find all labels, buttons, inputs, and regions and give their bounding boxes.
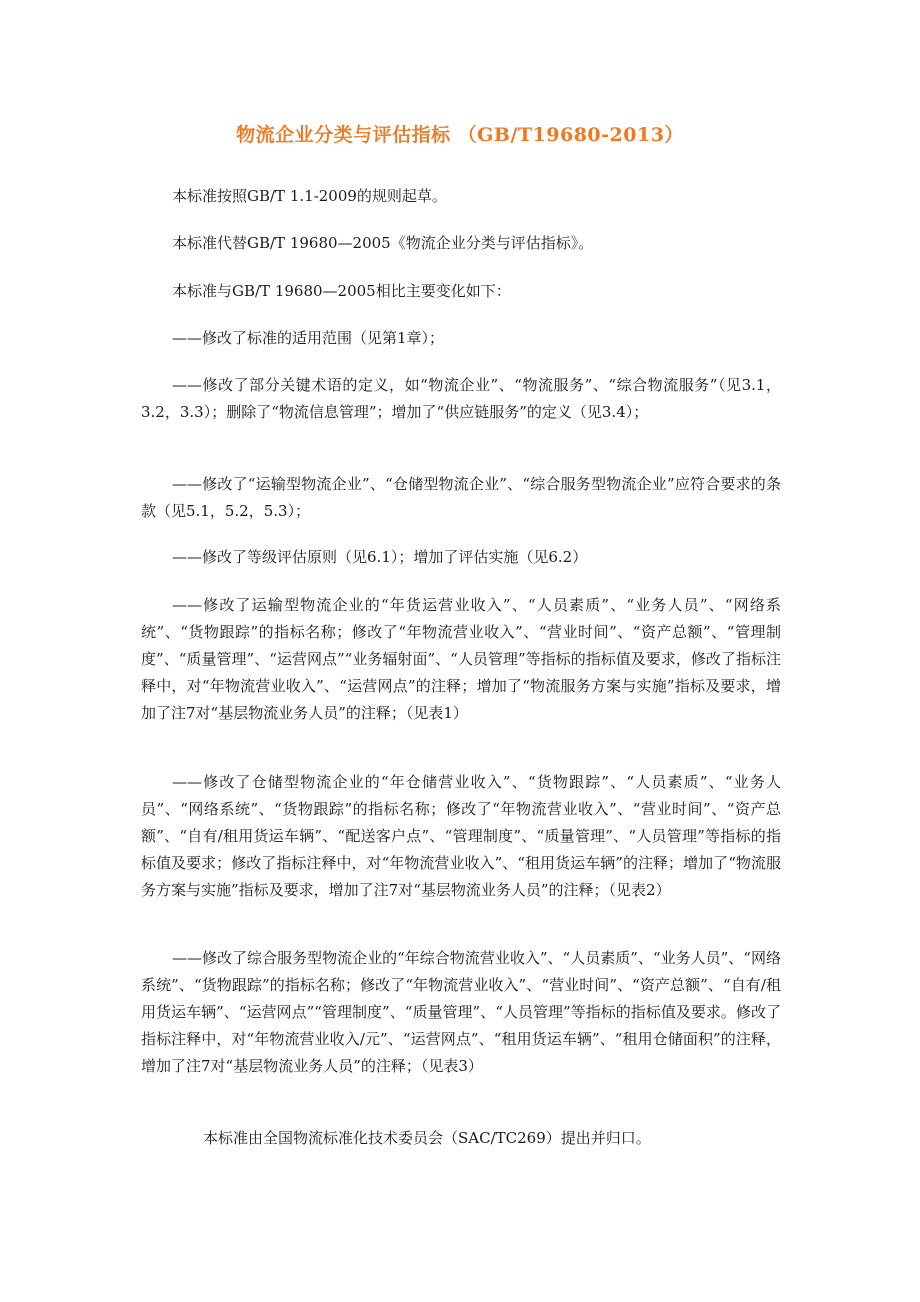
- paragraph-change-clauses: ——修改了“运输型物流企业”、“仓储型物流企业”、“综合服务型物流企业”应符合要求的条款（见5.1，5.2，5.3）；: [141, 475, 781, 520]
- paragraph-change-terms: ——修改了部分关键术语的定义，如“物流企业”、“物流服务”、“综合物流服务”（见3.1，3.2，3.3）；删除了“物流信息管理”；增加了“供应链服务”的定义（见3.4）；: [141, 376, 781, 421]
- paragraph-change-evaluation: ——修改了等级评估原则（见6.1）；增加了评估实施（见6.2）: [172, 548, 588, 566]
- paragraph-change-table1: ——修改了运输型物流企业的“年货运营业收入”、“人员素质”、“业务人员”、“网络系统”、“货物跟踪”的指标名称；修改了“年物流营业收入”、“营业时间”、“资产总额”、“管理制度”、“质量管理”、“运营网点”“业务辐射面”、“人员管理”等指标的指标值及要求，修改了指标注释中，对“年物流营业收入”、“运营网点”的注释；增加了“物流服务方案与实施”指标及要求，增加了注7对“基层物流业务人员”的注释；（见表1）: [141, 596, 781, 722]
- paragraph-change-table3: ——修改了综合服务型物流企业的“年综合物流营业收入”、“人员素质”、“业务人员”、“网络系统”、“货物跟踪”的指标名称；修改了“年物流营业收入”、“营业时间”、“资产总额”、“自有/租用货运车辆”、“运营网点”“管理制度”、“质量管理”、“人员管理”等指标的指标值及要求。修改了指标注释中，对“年物流营业收入/元”、“运营网点”、“租用货运车辆”、“租用仓储面积”的注释，增加了注7对“基层物流业务人员”的注释；（见表3）: [141, 949, 781, 1075]
- document-title: 物流企业分类与评估指标 （GB/T19680-2013）: [236, 124, 684, 146]
- paragraph-changes-intro: 本标准与GB/T 19680—2005相比主要变化如下：: [172, 282, 511, 300]
- paragraph-change-scope: ——修改了标准的适用范围（见第1章）；: [172, 329, 445, 347]
- paragraph-drafting-rules: 本标准按照GB/T 1.1-2009的规则起草。: [172, 187, 447, 205]
- paragraph-replaces: 本标准代替GB/T 19680—2005《物流企业分类与评估指标》。: [172, 234, 594, 252]
- paragraph-change-table2: ——修改了仓储型物流企业的“年仓储营业收入”、“货物跟踪”、“人员素质”、“业务人员”、“网络系统”、“货物跟踪”的指标名称；修改了“年物流营业收入”、“营业时间”、“资产总额”、“自有/租用货运车辆”、“配送客户点”、“管理制度”、“质量管理”、“人员管理”等指标的指标值及要求；修改了指标注释中，对“年物流营业收入”、“租用货运车辆”的注释；增加了“物流服务方案与实施”指标及要求，增加了注7对“基层物流业务人员”的注释；（见表2）: [141, 773, 781, 899]
- paragraph-committee: 本标准由全国物流标准化技术委员会（SAC/TC269）提出并归口。: [203, 1129, 651, 1147]
